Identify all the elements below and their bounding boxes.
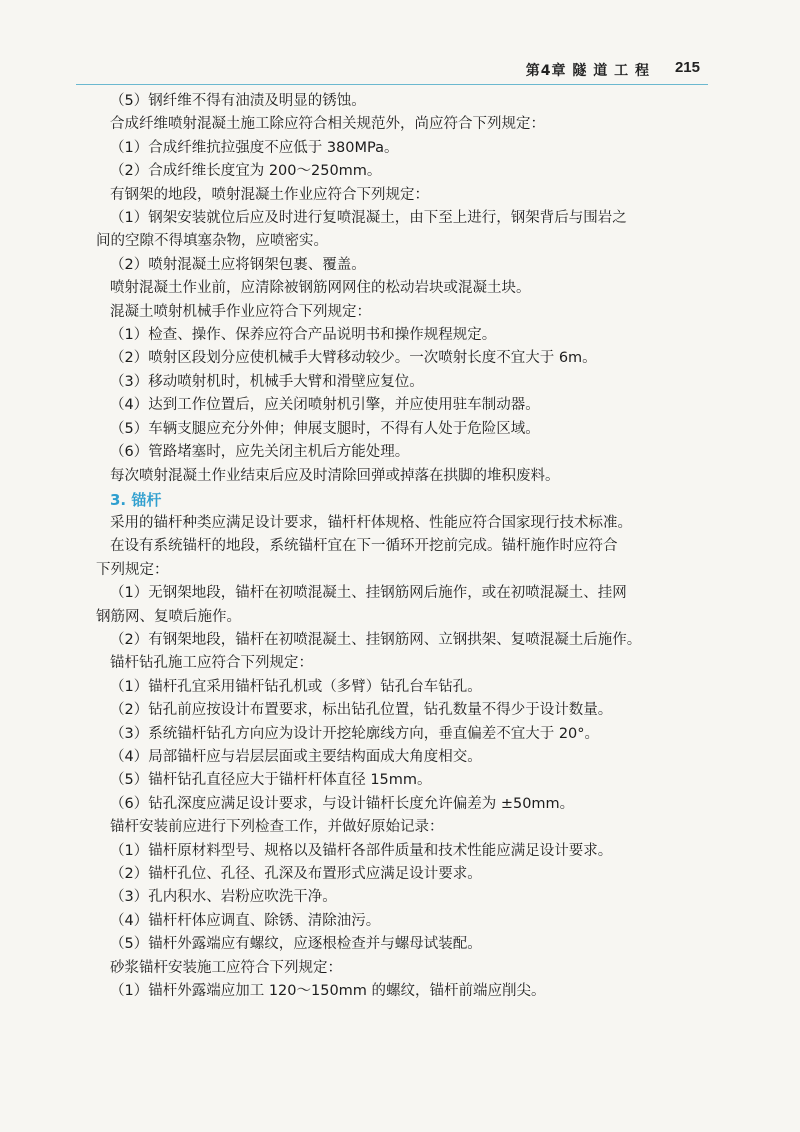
text-line: 间的空隙不得填塞杂物，应喷密实。: [96, 233, 328, 250]
body-text: [96, 90, 704, 1003]
text-line: 有钢架的地段，喷射混凝土作业应符合下列规定：: [110, 186, 429, 203]
text-line: （1）无钢架地段，锚杆在初喷混凝土、挂钢筋网后施作，或在初喷混凝土、挂网: [110, 585, 627, 602]
text-line: （5）钢纤维不得有油渍及明显的锈蚀。: [110, 93, 366, 109]
text-line: （1）锚杆外露端应加工 120～150mm 的螺纹，锚杆前端应削尖。: [110, 983, 546, 1000]
text-line: 锚杆钻孔施工应符合下列规定：: [110, 655, 313, 672]
text-line: （6）钻孔深度应满足设计要求，与设计锚杆长度允许偏差为 ±50mm。: [110, 795, 575, 812]
text-line: （6）管路堵塞时，应先关闭主机后方能处理。: [110, 444, 410, 461]
running-header: [76, 56, 708, 85]
text-line: （3）移动喷射机时，机械手大臂和滑壁应复位。: [110, 373, 424, 390]
text-line: 锚杆安装前应进行下列检查工作，并做好原始记录：: [110, 819, 444, 836]
text-line: 采用的锚杆种类应满足设计要求，锚杆杆体规格、性能应符合国家现行技术标准。: [110, 514, 632, 531]
text-line: （2）锚杆孔位、孔径、孔深及布置形式应满足设计要求。: [110, 866, 482, 882]
text-line: （1）检查、操作、保养应符合产品说明书和操作规程规定。: [110, 327, 497, 344]
text-line: 喷射混凝土作业前，应清除被钢筋网网住的松动岩块或混凝土块。: [110, 280, 531, 297]
text-line: （5）锚杆外露端应有螺纹，应逐根检查并与螺母试装配。: [110, 936, 482, 953]
text-line: （4）锚杆杆体应调直、除锈、清除油污。: [110, 912, 381, 929]
text-line: （2）钻孔前应按设计布置要求，标出钻孔位置，钻孔数量不得少于设计数量。: [110, 702, 613, 719]
text-line: 混凝土喷射机械手作业应符合下列规定：: [110, 303, 371, 320]
text-line: 下列规定：: [96, 561, 169, 578]
text-line: （2）合成纤维长度宜为 200～250mm。: [110, 163, 382, 180]
text-line: 合成纤维喷射混凝土施工除应符合相关规范外，尚应符合下列规定：: [110, 116, 545, 133]
text-line: 钢筋网、复喷后施作。: [96, 608, 241, 625]
text-line: 每次喷射混凝土作业结束后应及时清除回弹或掉落在拱脚的堆积废料。: [110, 467, 560, 484]
text-line: （3）系统锚杆钻孔方向应为设计开挖轮廓线方向，垂直偏差不宜大于 20°。: [110, 725, 600, 742]
text-line: 砂浆锚杆安装施工应符合下列规定：: [110, 959, 342, 976]
text-line: （4）达到工作位置后，应关闭喷射机引擎，并应使用驻车制动器。: [110, 397, 540, 414]
text-line: （1）锚杆原材料型号、规格以及锚杆各部件质量和技术性能应满足设计要求。: [110, 842, 613, 859]
text-line: （2）有钢架地段，锚杆在初喷混凝土、挂钢筋网、立钢拱架、复喷混凝土后施作。: [110, 631, 642, 648]
text-line: 在设有系统锚杆的地段，系统锚杆宜在下一循环开挖前完成。锚杆施作时应符合: [110, 538, 618, 555]
section-heading: 3. 锚杆: [110, 490, 162, 509]
text-line: （1）锚杆孔宜采用锚杆钻孔机或（多臂）钻孔台车钻孔。: [110, 678, 482, 695]
page-number: 215: [674, 59, 700, 76]
text-line: （5）锚杆钻孔直径应大于锚杆杆体直径 15mm。: [110, 772, 432, 789]
text-line: （2）喷射混凝土应将钢架包裹、覆盖。: [110, 256, 366, 273]
text-line: （2）喷射区段划分应使机械手大臂移动较少。一次喷射长度不宜大于 6m。: [110, 350, 597, 367]
text-line: （5）车辆支腿应充分外伸；伸展支腿时，不得有人处于危险区域。: [110, 420, 540, 437]
text-line: （1）钢架安装就位后应及时进行复喷混凝土，由下至上进行，钢架背后与围岩之: [110, 210, 627, 227]
text-line: （4）局部锚杆应与岩层层面或主要结构面成大角度相交。: [110, 748, 482, 765]
text-line: （1）合成纤维抗拉强度不应低于 380MPa。: [110, 139, 399, 156]
chapter-title: 第4章 隧 道 工 程: [525, 63, 650, 79]
text-line: （3）孔内积水、岩粉应吹洗干净。: [110, 889, 337, 906]
